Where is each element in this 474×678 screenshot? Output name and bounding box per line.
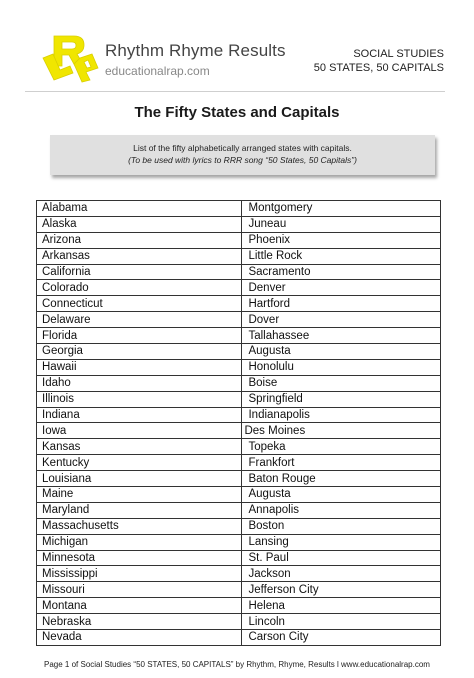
table-row xyxy=(37,216,441,232)
table-row xyxy=(37,566,441,582)
state-cell: Mississippi xyxy=(37,566,242,582)
capital-cell: Sacramento xyxy=(242,264,441,280)
state-cell: Iowa xyxy=(37,423,242,439)
capital-cell: Des Moines xyxy=(242,423,441,439)
table-row xyxy=(37,487,441,503)
table-row xyxy=(37,232,441,248)
table-row xyxy=(37,248,441,264)
table-row xyxy=(37,359,441,375)
brand-title: Rhythm Rhyme Results xyxy=(105,41,286,60)
state-cell: Massachusetts xyxy=(37,518,242,534)
capital-cell: Juneau xyxy=(242,216,441,232)
state-cell: Michigan xyxy=(37,534,242,550)
state-cell: Arkansas xyxy=(37,248,242,264)
table-row xyxy=(37,407,441,423)
capital-cell: Frankfort xyxy=(242,455,441,471)
table-row xyxy=(37,201,441,217)
capital-cell: Lansing xyxy=(242,534,441,550)
state-cell: Alaska xyxy=(37,216,242,232)
table-row xyxy=(37,312,441,328)
state-cell: Illinois xyxy=(37,391,242,407)
capital-cell: Tallahassee xyxy=(242,328,441,344)
capital-cell: Baton Rouge xyxy=(242,471,441,487)
capital-cell: Topeka xyxy=(242,439,441,455)
table-row xyxy=(37,375,441,391)
table-row xyxy=(37,630,441,646)
capital-cell: St. Paul xyxy=(242,550,441,566)
state-cell: Idaho xyxy=(37,375,242,391)
state-cell: Connecticut xyxy=(37,296,242,312)
state-cell: Kentucky xyxy=(37,455,242,471)
subject-label xyxy=(314,47,444,75)
table-row xyxy=(37,471,441,487)
state-cell: Florida xyxy=(37,328,242,344)
page-header xyxy=(0,0,474,95)
state-cell: Montana xyxy=(37,598,242,614)
state-cell: Louisiana xyxy=(37,471,242,487)
capital-cell: Boise xyxy=(242,375,441,391)
subject-line-1: SOCIAL STUDIES xyxy=(353,48,444,60)
brand-url[interactable]: educationalrap.com xyxy=(105,64,210,78)
state-cell: California xyxy=(37,264,242,280)
capital-cell: Boston xyxy=(242,518,441,534)
state-cell: Minnesota xyxy=(37,550,242,566)
table-row xyxy=(37,391,441,407)
table-row xyxy=(37,280,441,296)
states-capitals-table xyxy=(36,200,441,646)
state-cell: Maryland xyxy=(37,502,242,518)
instruction-line-2: (To be used with lyrics to RRR song “50 States, 50 Capitals”) xyxy=(128,155,357,165)
subject-line-2: 50 STATES, 50 CAPITALS xyxy=(313,62,444,74)
header-divider xyxy=(25,91,445,92)
page-title: The Fifty States and Capitals xyxy=(134,104,340,121)
table-row xyxy=(37,550,441,566)
table-row xyxy=(37,344,441,360)
capital-cell: Denver xyxy=(242,280,441,296)
state-cell: Missouri xyxy=(37,582,242,598)
capital-cell: Augusta xyxy=(242,344,441,360)
instruction-box xyxy=(50,135,435,175)
capital-cell: Carson City xyxy=(242,630,441,646)
table-row xyxy=(37,598,441,614)
table-row xyxy=(37,614,441,630)
instruction-line-1: List of the fifty alphabetically arranged states with capitals. xyxy=(133,143,352,153)
capital-cell: Annapolis xyxy=(242,502,441,518)
page-footer: Page 1 of Social Studies “50 STATES, 50 CAPITALS” by Rhythm, Rhyme, Results l www.educationalrap.com xyxy=(44,660,430,669)
table-row xyxy=(37,264,441,280)
table-row xyxy=(37,502,441,518)
table-row xyxy=(37,534,441,550)
capital-cell: Little Rock xyxy=(242,248,441,264)
state-cell: Nebraska xyxy=(37,614,242,630)
table-row xyxy=(37,518,441,534)
table-row xyxy=(37,296,441,312)
table-row xyxy=(37,455,441,471)
rrr-logo-icon xyxy=(40,32,100,84)
state-cell: Indiana xyxy=(37,407,242,423)
capital-cell: Jefferson City xyxy=(242,582,441,598)
state-cell: Georgia xyxy=(37,344,242,360)
state-cell: Arizona xyxy=(37,232,242,248)
table-row xyxy=(37,582,441,598)
table-body xyxy=(37,201,441,646)
capital-cell: Montgomery xyxy=(242,201,441,217)
table-row xyxy=(37,328,441,344)
capital-cell: Hartford xyxy=(242,296,441,312)
capital-cell: Indianapolis xyxy=(242,407,441,423)
table-row xyxy=(37,439,441,455)
capital-cell: Helena xyxy=(242,598,441,614)
capital-cell: Dover xyxy=(242,312,441,328)
state-cell: Nevada xyxy=(37,630,242,646)
capital-cell: Jackson xyxy=(242,566,441,582)
capital-cell: Honolulu xyxy=(242,359,441,375)
state-cell: Alabama xyxy=(37,201,242,217)
state-cell: Delaware xyxy=(37,312,242,328)
brand-block xyxy=(105,42,286,79)
state-cell: Kansas xyxy=(37,439,242,455)
state-cell: Colorado xyxy=(37,280,242,296)
state-cell: Hawaii xyxy=(37,359,242,375)
capital-cell: Lincoln xyxy=(242,614,441,630)
table-row xyxy=(37,423,441,439)
state-cell: Maine xyxy=(37,487,242,503)
capital-cell: Springfield xyxy=(242,391,441,407)
capital-cell: Phoenix xyxy=(242,232,441,248)
capital-cell: Augusta xyxy=(242,487,441,503)
